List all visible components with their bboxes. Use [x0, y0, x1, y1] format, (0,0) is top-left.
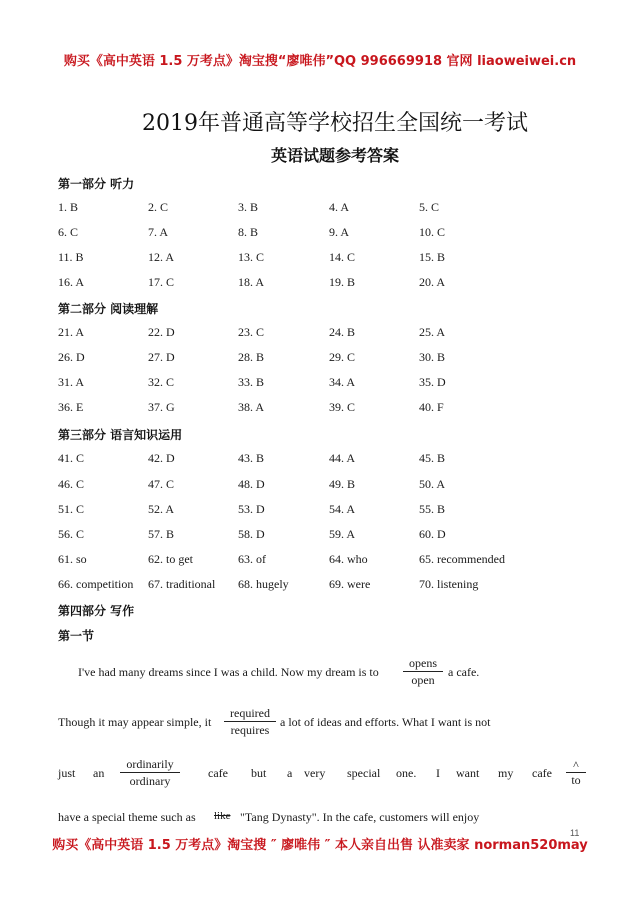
answer-cell: 59. A [329, 527, 356, 541]
correction-correct: required [224, 705, 276, 722]
section-heading-listening: 第一部分 听力 [58, 177, 135, 191]
answer-cell: 7. A [148, 225, 169, 239]
answer-row [58, 502, 598, 520]
answer-cell: 69. were [329, 577, 371, 591]
answer-row [58, 225, 598, 243]
answer-cell: 57. B [148, 527, 175, 541]
correction-fraction [120, 756, 180, 789]
essay-word: a [287, 766, 293, 780]
essay-word: special [347, 766, 381, 780]
answer-cell: 19. B [329, 275, 356, 289]
caret-icon: ^ [566, 758, 586, 773]
answer-row [58, 577, 598, 595]
answer-cell: 34. A [329, 375, 356, 389]
answer-cell: 44. A [329, 451, 356, 465]
answer-cell: 11. B [58, 250, 84, 264]
essay-word: one. [396, 766, 417, 780]
answer-cell: 6. C [58, 225, 79, 239]
section-heading-writing: 第四部分 写作 [58, 604, 135, 618]
answer-cell: 67. traditional [148, 577, 216, 591]
answer-cell: 70. listening [419, 577, 479, 591]
answer-row [58, 400, 598, 418]
answer-cell: 48. D [238, 477, 265, 491]
correction-wrong: open [411, 673, 435, 687]
answer-cell: 29. C [329, 350, 356, 364]
essay-text: a lot of ideas and efforts. What I want is not [280, 715, 491, 729]
essay-word: but [251, 766, 267, 780]
answer-cell: 32. C [148, 375, 175, 389]
correction-wrong: ordinary [129, 774, 171, 788]
answer-cell: 22. D [148, 325, 175, 339]
answer-cell: 60. D [419, 527, 446, 541]
section-heading-language-use: 第三部分 语言知识运用 [58, 428, 183, 442]
correction-correct: opens [403, 655, 443, 672]
correction-correct: ordinarily [120, 756, 180, 773]
answer-row [58, 552, 598, 570]
answer-cell: 45. B [419, 451, 446, 465]
page-subtitle: 英语试题参考答案 [270, 146, 399, 165]
essay-word: cafe [208, 766, 228, 780]
answer-cell: 18. A [238, 275, 265, 289]
answer-cell: 3. B [238, 200, 259, 214]
answer-cell: 64. who [329, 552, 368, 566]
answer-cell: 1. B [58, 200, 79, 214]
essay-word: very [304, 766, 326, 780]
answer-cell: 63. of [238, 552, 266, 566]
answer-row [58, 275, 598, 293]
essay-word: want [456, 766, 480, 780]
answer-cell: 55. B [419, 502, 446, 516]
answer-cell: 41. C [58, 451, 85, 465]
answer-cell: 5. C [419, 200, 440, 214]
answer-row [58, 527, 598, 545]
answer-cell: 10. C [419, 225, 446, 239]
answer-cell: 66. competition [58, 577, 134, 591]
essay-text: have a special theme such as [58, 810, 196, 824]
answer-cell: 52. A [148, 502, 175, 516]
answer-cell: 27. D [148, 350, 175, 364]
deleted-word: like [214, 810, 231, 822]
answer-cell: 31. A [58, 375, 85, 389]
essay-text: I've had many dreams since I was a child. Now my dream is to [78, 665, 379, 679]
answer-row [58, 477, 598, 495]
answer-cell: 12. A [148, 250, 175, 264]
answer-cell: 61. so [58, 552, 87, 566]
answer-cell: 17. C [148, 275, 175, 289]
insertion-mark [566, 758, 586, 787]
answer-cell: 51. C [58, 502, 85, 516]
sub-heading: 第一节 [58, 629, 95, 643]
answer-cell: 65. recommended [419, 552, 505, 566]
answer-row [58, 325, 598, 343]
answer-row [58, 250, 598, 268]
banner-bottom: 购买《高中英语 1.5 万考点》淘宝搜 ″ 廖唯伟 ″ 本人亲自出售 认准卖家 norman520may [52, 838, 588, 853]
essay-text: a cafe. [448, 665, 480, 679]
answer-cell: 39. C [329, 400, 356, 414]
answer-cell: 23. C [238, 325, 265, 339]
answer-cell: 62. to get [148, 552, 193, 566]
section-heading-reading: 第二部分 阅读理解 [58, 302, 159, 316]
answer-cell: 15. B [419, 250, 446, 264]
answer-cell: 4. A [329, 200, 350, 214]
correction-wrong: requires [230, 723, 270, 737]
answer-cell: 2. C [148, 200, 169, 214]
essay-word: my [498, 766, 514, 780]
answer-cell: 40. F [419, 400, 444, 414]
answer-cell: 26. D [58, 350, 85, 364]
answer-cell: 35. D [419, 375, 446, 389]
answer-cell: 56. C [58, 527, 85, 541]
answer-cell: 43. B [238, 451, 265, 465]
answer-cell: 13. C [238, 250, 265, 264]
answer-row [58, 451, 598, 469]
answer-cell: 16. A [58, 275, 85, 289]
essay-word: cafe [532, 766, 552, 780]
answer-cell: 37. G [148, 400, 175, 414]
answer-row [58, 375, 598, 393]
answer-cell: 54. A [329, 502, 356, 516]
essay-text: "Tang Dynasty". In the cafe, customers will enjoy [240, 810, 480, 824]
insertion-word: to [571, 773, 581, 787]
answer-cell: 42. D [148, 451, 175, 465]
answer-cell: 14. C [329, 250, 356, 264]
essay-word: I [436, 766, 440, 780]
answer-cell: 68. hugely [238, 577, 289, 591]
answer-cell: 53. D [238, 502, 265, 516]
answer-cell: 30. B [419, 350, 446, 364]
answer-cell: 49. B [329, 477, 356, 491]
answer-cell: 36. E [58, 400, 84, 414]
answer-cell: 21. A [58, 325, 85, 339]
correction-fraction [224, 705, 276, 738]
answer-cell: 9. A [329, 225, 350, 239]
answer-cell: 25. A [419, 325, 446, 339]
answer-cell: 47. C [148, 477, 175, 491]
answer-cell: 58. D [238, 527, 265, 541]
answer-row [58, 200, 598, 218]
essay-word: just [58, 766, 76, 780]
answer-cell: 46. C [58, 477, 85, 491]
answer-cell: 50. A [419, 477, 446, 491]
answer-cell: 8. B [238, 225, 259, 239]
answer-cell: 33. B [238, 375, 265, 389]
essay-word: an [93, 766, 105, 780]
essay-text: Though it may appear simple, it [58, 715, 212, 729]
answer-cell: 20. A [419, 275, 446, 289]
answer-row [58, 350, 598, 368]
correction-fraction [403, 655, 443, 688]
banner-top: 购买《高中英语 1.5 万考点》淘宝搜“廖唯伟”QQ 996669918 官网 liaoweiwei.cn [63, 54, 577, 69]
page-title: 2019年普通高等学校招生全国统一考试 [142, 111, 528, 136]
answer-cell: 38. A [238, 400, 265, 414]
answer-cell: 28. B [238, 350, 265, 364]
page-number: 11 [570, 828, 580, 838]
answer-cell: 24. B [329, 325, 356, 339]
